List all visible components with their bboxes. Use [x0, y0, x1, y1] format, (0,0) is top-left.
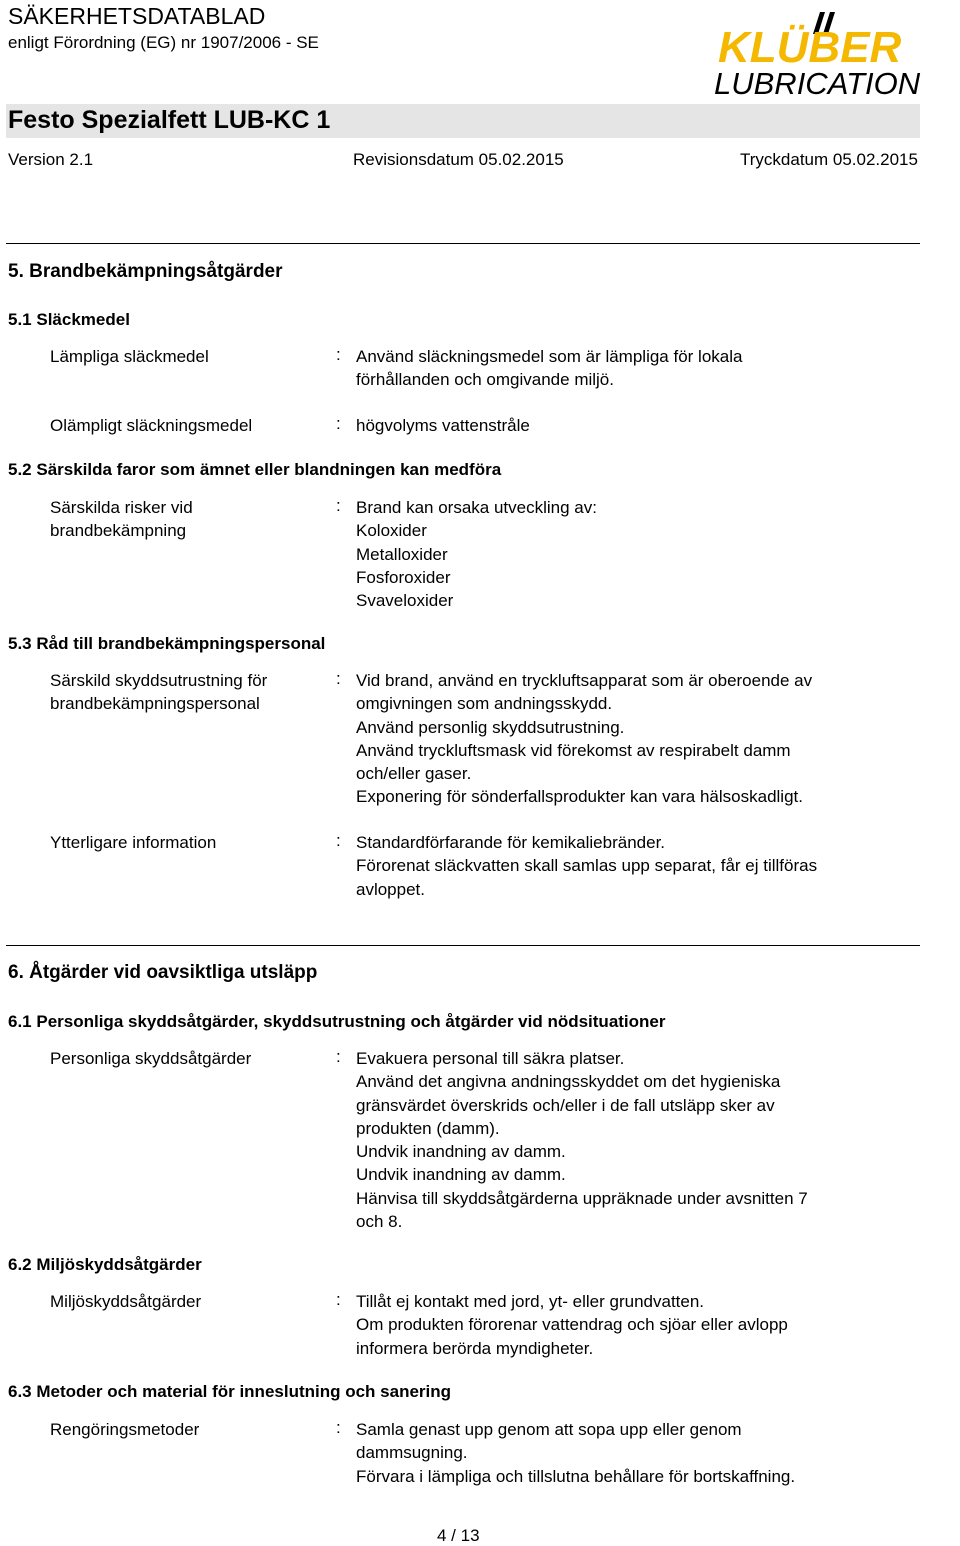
- revision-date: Revisionsdatum 05.02.2015: [353, 150, 564, 169]
- document-title: SÄKERHETSDATABLAD: [8, 3, 266, 29]
- protective-equipment-value: Vid brand, använd en tryckluftsapparat som är oberoende av omgivningen som andningsskydd. Använd personlig skyddsutrustning. Använd tryckluftsmask vid förekomst av respirabelt damm och/eller gaser. Exponering för sönderfallsprodukter kan vara hälsoskadligt.: [356, 671, 813, 807]
- special-hazards-value: Brand kan orsaka utveckling av: Koloxider Metalloxider Fosforoxider Svaveloxider: [356, 498, 597, 611]
- colon: :: [336, 669, 341, 688]
- cleaning-methods-label: Rengöringsmetoder: [50, 1420, 200, 1439]
- section-6-title: 6. Åtgärder vid oavsiktliga utsläpp: [8, 962, 318, 983]
- section-6-3-title: 6.3 Metoder och material för inneslutning och sanering: [8, 1382, 452, 1401]
- section-5-title: 5. Brandbekämpningsåtgärder: [8, 261, 283, 282]
- suitable-media-label: Lämpliga släckmedel: [50, 347, 209, 366]
- colon: :: [336, 1290, 341, 1309]
- colon: :: [336, 496, 341, 515]
- colon: :: [336, 414, 341, 433]
- environmental-precautions-label: Miljöskyddsåtgärder: [50, 1292, 202, 1311]
- suitable-media-value: Använd släckningsmedel som är lämpliga för lokala förhållanden och omgivande miljö.: [356, 347, 743, 390]
- section-5-1-title: 5.1 Släckmedel: [8, 310, 130, 329]
- protective-equipment-label: Särskild skyddsutrustning för brandbekämpningspersonal: [50, 671, 268, 714]
- logo-subword: LUBRICATION: [714, 66, 921, 100]
- section-divider: [6, 945, 920, 946]
- logo-wordmark: KLÜBER: [718, 23, 902, 72]
- section-5-3-title: 5.3 Råd till brandbekämpningspersonal: [8, 634, 326, 653]
- unsuitable-media-value: högvolyms vattenstråle: [356, 416, 530, 435]
- unsuitable-media-label: Olämpligt släckningsmedel: [50, 416, 253, 435]
- page-number: 4 / 13: [437, 1526, 480, 1545]
- section-5-2-title: 5.2 Särskilda faror som ämnet eller blandningen kan medföra: [8, 460, 502, 479]
- product-name: Festo Spezialfett LUB-KC 1: [8, 106, 331, 134]
- section-6-1-title: 6.1 Personliga skyddsåtgärder, skyddsutrustning och åtgärder vid nödsituationer: [8, 1012, 666, 1031]
- colon: :: [336, 1047, 341, 1066]
- additional-info-label: Ytterligare information: [50, 833, 217, 852]
- environmental-precautions-value: Tillåt ej kontakt med jord, yt- eller grundvatten. Om produkten förorenar vattendrag och sjöar eller avlopp informera berörda myndigheter.: [356, 1292, 788, 1358]
- colon: :: [336, 345, 341, 364]
- personal-precautions-value: Evakuera personal till säkra platser. Använd det angivna andningsskyddet om det hygieniska gränsvärdet överskrids och/eller i de fall utsläpp sker av produkten (damm). Undvik inandning av damm. Undvik inandning av damm. Hänvisa till skyddsåtgärderna uppräknade under avsnitten 7 och 8.: [356, 1049, 808, 1232]
- section-divider: [6, 243, 920, 244]
- section-6-2-title: 6.2 Miljöskyddsåtgärder: [8, 1255, 202, 1274]
- kluber-logo: [712, 8, 952, 100]
- colon: :: [336, 1418, 341, 1437]
- document-subtitle: enligt Förordning (EG) nr 1907/2006 - SE: [8, 33, 319, 52]
- additional-info-value: Standardförfarande för kemikaliebränder. Förorenat släckvatten skall samlas upp separat, får ej tillföras avloppet.: [356, 833, 818, 899]
- print-date: Tryckdatum 05.02.2015: [740, 150, 918, 169]
- cleaning-methods-value: Samla genast upp genom att sopa upp eller genom dammsugning. Förvara i lämpliga och tillslutna behållare för bortskaffning.: [356, 1420, 796, 1486]
- colon: :: [336, 831, 341, 850]
- version: Version 2.1: [8, 150, 94, 169]
- special-hazards-label: Särskilda risker vid brandbekämpning: [50, 498, 193, 541]
- personal-precautions-label: Personliga skyddsåtgärder: [50, 1049, 252, 1068]
